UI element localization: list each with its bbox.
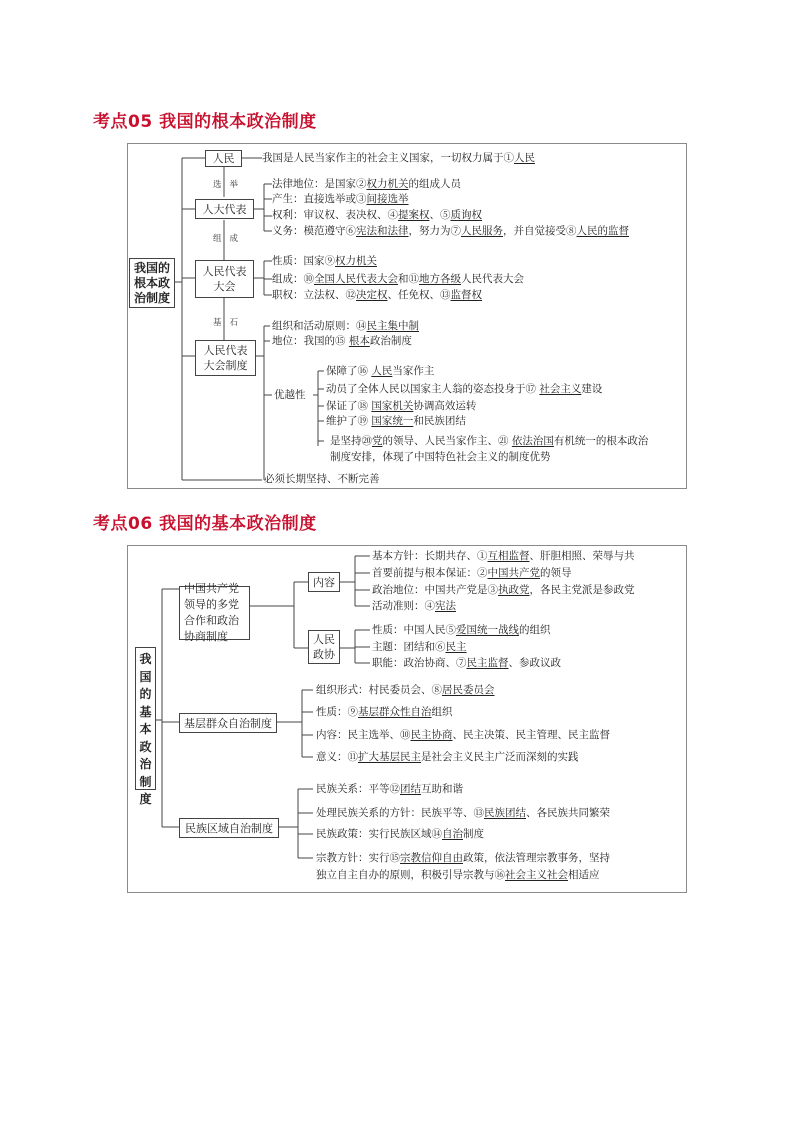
minzu-line-1: 民族关系：平等⑫团结互助和谐 (316, 783, 463, 795)
zhengxie-line-3: 职能：政治协商、⑦民主监督、参政议政 (372, 657, 561, 669)
zhengxie-box: 人民政协 (308, 630, 340, 664)
label-xuanju: 选举 (213, 180, 247, 190)
zhidu-line-2: 地位：我国的⑮ 根本政治制度 (272, 335, 412, 347)
renmin-desc: 我国是人民当家作主的社会主义国家，一切权力属于①人民 (262, 152, 535, 164)
neirong-box: 内容 (308, 572, 340, 592)
jiceng-line-1: 组织形式：村民委员会、⑧居民委员会 (316, 684, 495, 696)
neirong-line-4: 活动准则：④宪法 (372, 600, 456, 612)
section05-root: 我国的根本政治制度 (129, 258, 175, 308)
minzu-line-5: 独立自主自办的原则，积极引导宗教与⑯社会主义社会相适应 (316, 869, 600, 881)
youyue-line-2: 动员了全体人民以国家主人翁的姿态投身于⑰ 社会主义建设 (326, 383, 603, 395)
jiceng-line-4: 意义：⑪扩大基层民主是社会主义民主广泛而深刻的实践 (316, 751, 579, 763)
zhengxie-line-1: 性质：中国人民⑤爱国统一战线的组织 (372, 624, 551, 636)
daibiao-line-3: 权利：审议权、表决权、④提案权、⑤质询权 (272, 209, 482, 221)
jiceng-line-3: 内容：民主选举、⑩民主协商、民主决策、民主管理、民主监督 (316, 729, 610, 741)
label-zucheng: 组成 (213, 234, 247, 244)
label-jishi: 基石 (213, 318, 247, 328)
minzu-line-3: 民族政策：实行民族区域⑭自治制度 (316, 828, 484, 840)
bixu-line: 必须长期坚持、不断完善 (264, 473, 380, 485)
youyue-line-4: 维护了⑲ 国家统一和民族团结 (326, 415, 466, 427)
daibiao-line-4: 义务：模范遵守⑥宪法和法律，努力为⑦人民服务，并自觉接受⑧人民的监督 (272, 225, 629, 237)
minzu-line-4: 宗教方针：实行⑮宗教信仰自由政策，依法管理宗教事务，坚持 (316, 852, 610, 864)
hezuo-box: 中国共产党领导的多党合作和政治协商制度 (179, 586, 250, 640)
minzu-line-2: 处理民族关系的方针：民族平等、⑬民族团结、各民族共同繁荣 (316, 807, 610, 819)
neirong-line-3: 政治地位：中国共产党是③执政党，各民主党派是参政党 (372, 584, 635, 596)
zhengxie-line-2: 主题：团结和⑥民主 (372, 641, 467, 653)
section06-title: 考点06 我国的基本政治制度 (93, 514, 317, 534)
daibiao-line-1: 法律地位：是国家②权力机关的组成人员 (272, 178, 461, 190)
youyue-line-6: 制度安排，体现了中国特色社会主义的制度优势 (330, 451, 551, 463)
zhidu-line-1: 组织和活动原则：⑭民主集中制 (272, 320, 419, 332)
dahui-line-1: 性质：国家⑨权力机关 (272, 255, 377, 267)
jiceng-line-2: 性质：⑨基层群众性自治组织 (316, 706, 453, 718)
dahui-box: 人民代表大会 (195, 260, 254, 298)
renmin-box: 人民 (205, 150, 242, 167)
jiceng-box: 基层群众自治制度 (179, 713, 277, 733)
minzu-box: 民族区域自治制度 (179, 818, 279, 838)
neirong-line-2: 首要前提与根本保证：②中国共产党的领导 (372, 567, 572, 579)
youyue-line-5: 是坚持⑳党的领导、人民当家作主、㉑ 依法治国有机统一的根本政治 (330, 435, 649, 447)
dahui-line-2: 组成：⑩全国人民代表大会和⑪地方各级人民代表大会 (272, 273, 524, 285)
youyue-line-3: 保证了⑱ 国家机关协调高效运转 (326, 400, 477, 412)
youyue-line-1: 保障了⑯ 人民当家作主 (326, 365, 435, 377)
zhidu-box: 人民代表大会制度 (195, 340, 256, 376)
dahui-line-3: 职权：立法权、⑫决定权、任免权、⑬监督权 (272, 289, 482, 301)
section05-title: 考点05 我国的根本政治制度 (93, 112, 317, 132)
section06-root: 我国的基本政治制度 (135, 647, 156, 790)
rendadaibiao-box: 人大代表 (195, 199, 254, 219)
youyue-label: 优越性 (274, 389, 306, 401)
daibiao-line-2: 产生：直接选举或③间接选举 (272, 193, 409, 205)
neirong-line-1: 基本方针：长期共存、①互相监督、肝胆相照、荣辱与共 (372, 550, 635, 562)
